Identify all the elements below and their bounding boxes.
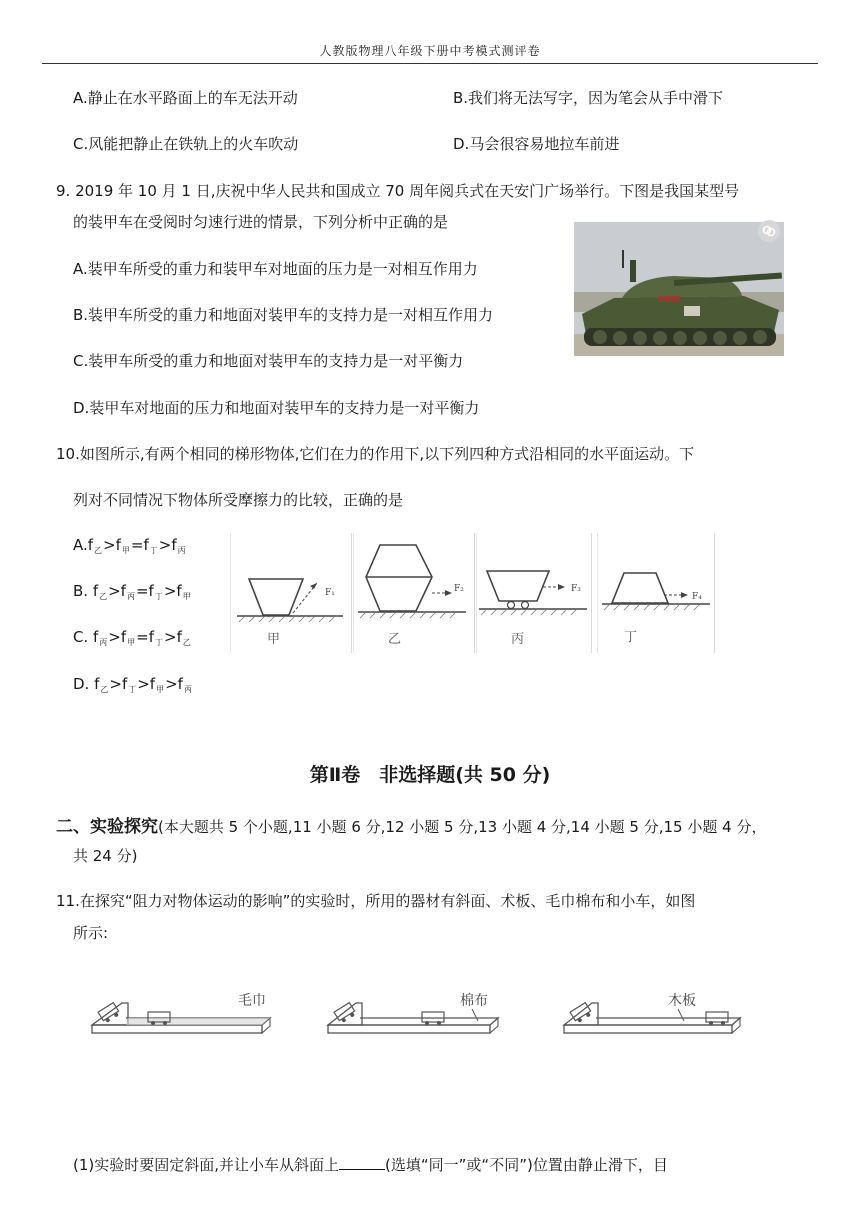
q9-stem-line2: 的装甲车在受阅时匀速行进的情景，下列分析中正确的是 <box>73 213 449 231</box>
q10-stem-line1: 10.如图所示,有两个相同的梯形物体,它们在力的作用下,以下列四种方式沿相同的水平面运动。下 <box>56 445 695 463</box>
figure-bing <box>476 533 592 653</box>
q8-option-a: A.静止在水平路面上的车无法开动 <box>73 89 298 107</box>
q11-sub1: (1)实验时要固定斜面,并让小车从斜面上 (选填“同一”或“不同”)位置由静止滑下，目 <box>73 1156 668 1174</box>
figure-towel <box>86 985 276 1055</box>
force-label-f1: F₁ <box>325 588 335 598</box>
figure-label-ding: 丁 <box>624 630 638 645</box>
q11-stem-line2: 所示: <box>73 924 109 942</box>
part2-desc: (本大题共 5 个小题,11 小题 6 分,12 小题 5 分,13 小题 4 分,14 小题 5 分,15 小题 4 分， <box>158 818 767 836</box>
force-label-f4: F₄ <box>692 592 702 602</box>
q10-option-c: C. $f_丙>f_甲=f_丁>f_乙$ <box>73 628 191 647</box>
q8-option-d: D.马会很容易地拉车前进 <box>453 135 620 153</box>
q9-option-a: A.装甲车所受的重力和装甲车对地面的压力是一对相互作用力 <box>73 260 478 278</box>
surface-label-board: 木板 <box>668 993 696 1009</box>
figure-label-yi: 乙 <box>388 632 402 647</box>
force-label-f3: F₃ <box>571 584 581 594</box>
figure-yi <box>353 533 475 653</box>
surface-label-towel: 毛巾 <box>238 993 266 1009</box>
figure-ding <box>597 533 715 653</box>
q10-option-b: B. $f_乙>f_丙=f_丁>f_甲$ <box>73 582 191 601</box>
surface-label-cotton: 棉布 <box>460 993 488 1009</box>
header-divider <box>42 63 818 64</box>
q9-option-c: C.装甲车所受的重力和地面对装甲车的支持力是一对平衡力 <box>73 352 464 370</box>
figure-board <box>560 985 746 1055</box>
q9-stem-line1: 9. 2019 年 10 月 1 日,庆祝中华人民共和国成立 70 周年阅兵式在天安门广场举行。下图是我国某型号 <box>56 182 740 200</box>
page-header: 人教版物理八年级下册中考模式测评卷 <box>319 44 541 58</box>
q11-stem-line1: 11.在探究“阻力对物体运动的影响”的实验时，所用的器材有斜面、术板、毛巾棉布和小车，如图 <box>56 892 696 910</box>
q10-option-a: $A.f_乙>f_甲=f_丁>f_丙$ <box>73 536 186 555</box>
figure-label-jia: 甲 <box>267 632 281 647</box>
section-title: 第Ⅱ卷 非选择题(共 50 分) <box>309 764 551 786</box>
q10-option-d: D. $f_乙>f_丁>f_甲>f_丙$ <box>73 675 192 694</box>
tank-photo <box>574 222 784 356</box>
force-label-f2: F₂ <box>454 584 464 594</box>
q10-stem-line2: 列对不同情况下物体所受摩擦力的比较，正确的是 <box>73 491 404 509</box>
part2-heading: 二、实验探究 <box>56 817 158 837</box>
expand-icon[interactable] <box>758 220 780 242</box>
q9-option-d: D.装甲车对地面的压力和地面对装甲车的支持力是一对平衡力 <box>73 399 480 417</box>
answer-blank[interactable] <box>339 1155 385 1170</box>
q8-option-b: B.我们将无法写字，因为笔会从手中滑下 <box>453 89 724 107</box>
figure-cotton <box>324 985 504 1055</box>
figure-jia <box>230 533 352 653</box>
figure-label-bing: 丙 <box>511 632 525 647</box>
q9-option-b: B.装甲车所受的重力和地面对装甲车的支持力是一对相互作用力 <box>73 306 494 324</box>
q8-option-c: C.风能把静止在铁轨上的火车吹动 <box>73 135 299 153</box>
part2-heading-line1 <box>56 812 766 837</box>
part2-desc-line2: 共 24 分) <box>73 847 138 865</box>
